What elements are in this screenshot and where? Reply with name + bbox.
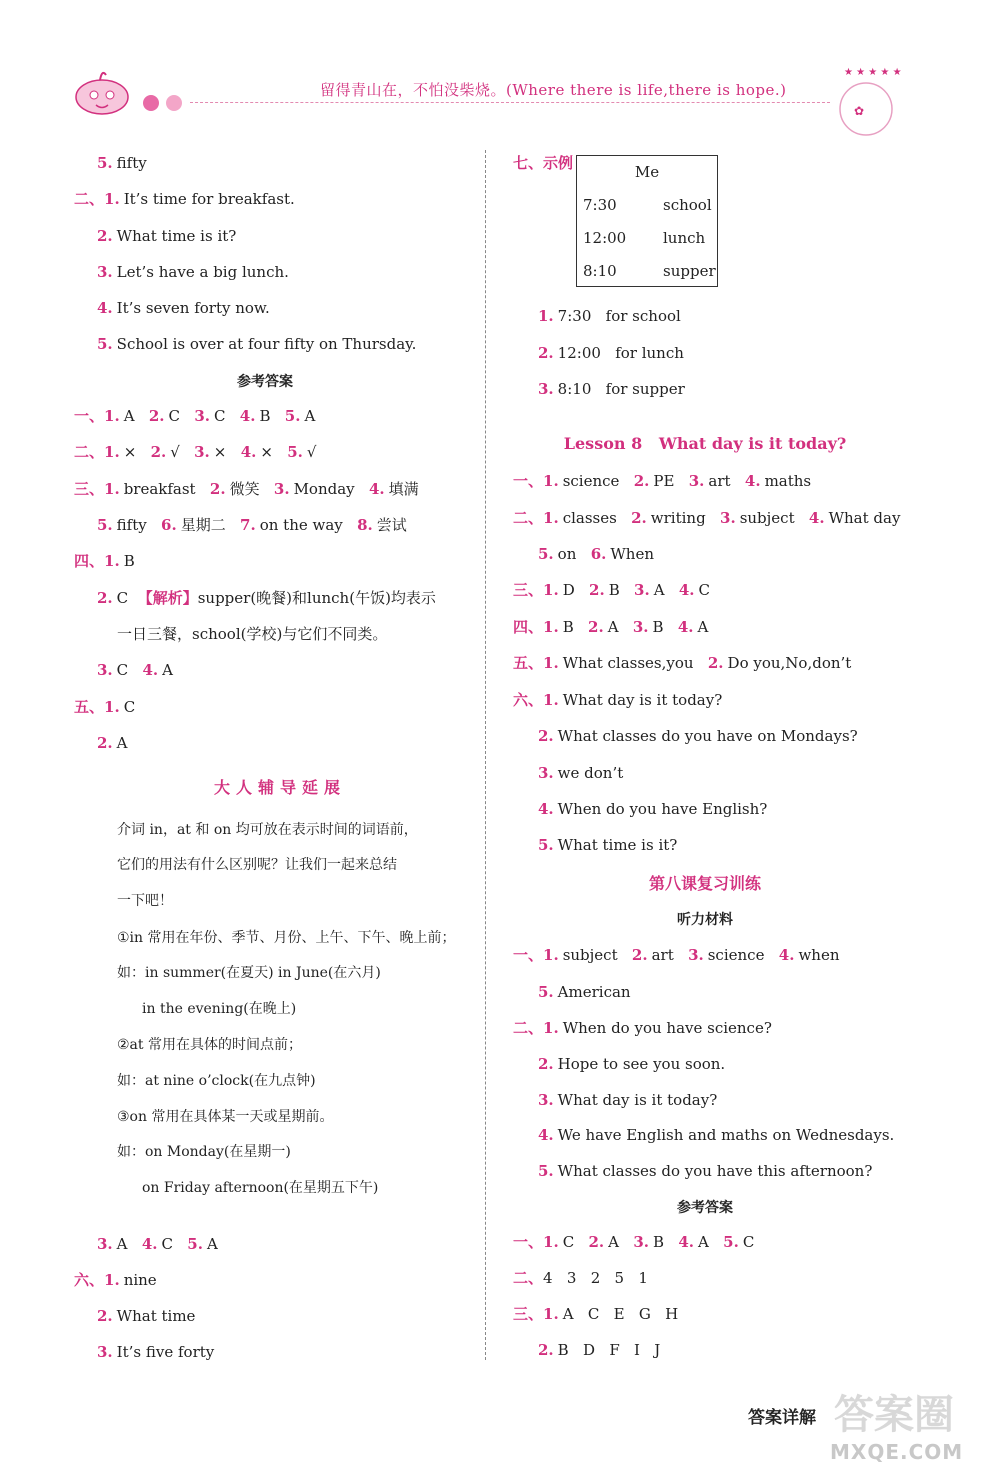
- answer-row: 五、1. What classes,you 2. Do you,No,don’t: [513, 654, 852, 672]
- answer-row: 5. on 6. When: [538, 545, 654, 563]
- review-heading: 第八课复习训练: [648, 874, 761, 893]
- schedule-time: 8:10: [583, 262, 617, 280]
- answer-row: 3. A 4. C 5. A: [97, 1235, 218, 1253]
- answer-row: 五、1. C: [74, 698, 136, 716]
- list-item: 4. It’s seven forty now.: [97, 299, 270, 317]
- schedule-title: Me: [634, 163, 660, 181]
- answer-row: 三、1. breakfast 2. 微笑 3. Monday 4. 填满: [74, 480, 419, 498]
- answer-row: 六、1. nine: [74, 1271, 157, 1289]
- answer-row: 2. Hope to see you soon.: [538, 1055, 726, 1073]
- answer-row: 3. we don’t: [538, 764, 624, 782]
- answers-heading: 参考答案: [677, 1200, 733, 1216]
- answer-row: 一、1. science 2. PE 3. art 4. maths: [513, 472, 812, 490]
- explanation-text: 一日三餐，school(学校)与它们不同类。: [117, 625, 388, 643]
- schedule-time: 7:30: [583, 196, 617, 214]
- extension-text: on Friday afternoon(在星期五下午): [142, 1180, 379, 1196]
- answer-row: 四、1. B 2. A 3. B 4. A: [513, 618, 709, 636]
- answer-row: 2. A: [97, 734, 128, 752]
- answer-row: 4. When do you have English?: [538, 800, 768, 818]
- list-item: 3. Let’s have a big lunch.: [97, 263, 289, 281]
- extension-heading: 大人辅导延展: [213, 778, 346, 797]
- schedule-table: [576, 155, 718, 287]
- answer-row: 一、1. A 2. C 3. C 4. B 5. A: [74, 407, 316, 425]
- footer-label: 答案详解: [748, 1408, 816, 1428]
- extension-text: 介词 in，at 和 on 均可放在表示时间的词语前，: [117, 822, 418, 838]
- extension-text: in the evening(在晚上): [142, 1001, 297, 1017]
- extension-text: ②at 常用在具体的时间点前；: [117, 1037, 302, 1053]
- stars-badge-icon: [826, 65, 906, 137]
- list-item: 5. School is over at four fifty on Thursday.: [97, 335, 417, 353]
- answer-row: 一、1. subject 2. art 3. science 4. when: [513, 946, 840, 964]
- listening-heading: 听力材料: [677, 912, 733, 928]
- schedule-event: supper: [663, 262, 716, 280]
- svg-text:★ ★ ★ ★ ★: ★ ★ ★ ★ ★: [844, 67, 902, 78]
- list-item: 5. fifty: [97, 154, 147, 172]
- answer-row: 二、1. When do you have science?: [513, 1019, 772, 1037]
- answer-row: 5. fifty 6. 星期二 7. on the way 8. 尝试: [97, 516, 407, 534]
- answers-heading: 参考答案: [237, 374, 293, 390]
- cartoon-logo-icon: [72, 65, 134, 117]
- decor-dot-icon: [143, 95, 159, 111]
- answer-row: 3. It’s five forty: [97, 1343, 215, 1361]
- page-header: [0, 55, 1000, 135]
- list-item: 二、1. It’s time for breakfast.: [74, 190, 295, 208]
- header-motto: 留得青山在，不怕没柴烧。(Where there is life,there is hope.): [320, 81, 787, 99]
- watermark-text: 答案圈: [834, 1392, 954, 1438]
- extension-text: ③on 常用在具体某一天或星期前。: [117, 1109, 334, 1125]
- extension-text: 如：on Monday(在星期一): [117, 1144, 291, 1160]
- answer-row: 5. What classes do you have this afternoon?: [538, 1162, 873, 1180]
- schedule-time: 12:00: [583, 229, 627, 247]
- answer-row: 二、1. × 2. √ 3. × 4. × 5. √: [74, 443, 317, 461]
- header-divider: [190, 102, 830, 103]
- decor-dot-icon: [166, 95, 182, 111]
- list-item: 1. 7:30 for school: [538, 307, 681, 325]
- extension-text: 如：in summer(在夏天) in June(在六月): [117, 965, 381, 981]
- answer-row: 4. We have English and maths on Wednesdays.: [538, 1126, 895, 1144]
- schedule-event: lunch: [663, 229, 706, 247]
- answer-row: 一、1. C 2. A 3. B 4. A 5. C: [513, 1233, 755, 1251]
- answer-row: 3. What day is it today?: [538, 1091, 718, 1109]
- example-label: 七、示例: [513, 154, 574, 172]
- extension-text: 它们的用法有什么区别呢？让我们一起来总结: [117, 857, 397, 873]
- answer-row: 3. C 4. A: [97, 661, 173, 679]
- answer-row: 四、1. B: [74, 552, 135, 570]
- answer-row: 5. American: [538, 983, 631, 1001]
- list-item: 3. 8:10 for supper: [538, 380, 685, 398]
- answer-row: 二、1. classes 2. writing 3. subject 4. What day: [513, 509, 901, 527]
- answer-row: 2. What classes do you have on Mondays?: [538, 727, 858, 745]
- answer-row: 2. B D F I J: [538, 1341, 661, 1359]
- answer-row: 2. C 【解析】supper(晚餐)和lunch(午饭)均表示: [97, 589, 436, 607]
- extension-text: ①in 常用在年份、季节、月份、上午、下午、晚上前；: [117, 930, 456, 946]
- answer-row: 5. What time is it?: [538, 836, 678, 854]
- list-item: 2. 12:00 for lunch: [538, 344, 684, 362]
- svg-text:✿: ✿: [854, 104, 865, 118]
- answer-row: 三、1. D 2. B 3. A 4. C: [513, 581, 711, 599]
- lesson-title: Lesson 8 What day is it today?: [563, 434, 847, 453]
- list-item: 2. What time is it?: [97, 227, 237, 245]
- schedule-event: school: [663, 196, 712, 214]
- answer-row: 三、1. A C E G H: [513, 1305, 679, 1323]
- column-divider: [485, 150, 486, 1360]
- answer-row: 二、4 3 2 5 1: [513, 1269, 648, 1287]
- extension-text: 如：at nine o’clock(在九点钟): [117, 1073, 316, 1089]
- answer-row: 六、1. What day is it today?: [513, 691, 723, 709]
- watermark-url: MXQE.COM: [830, 1440, 964, 1464]
- answer-row: 2. What time: [97, 1307, 196, 1325]
- extension-text: 一下吧！: [117, 893, 173, 909]
